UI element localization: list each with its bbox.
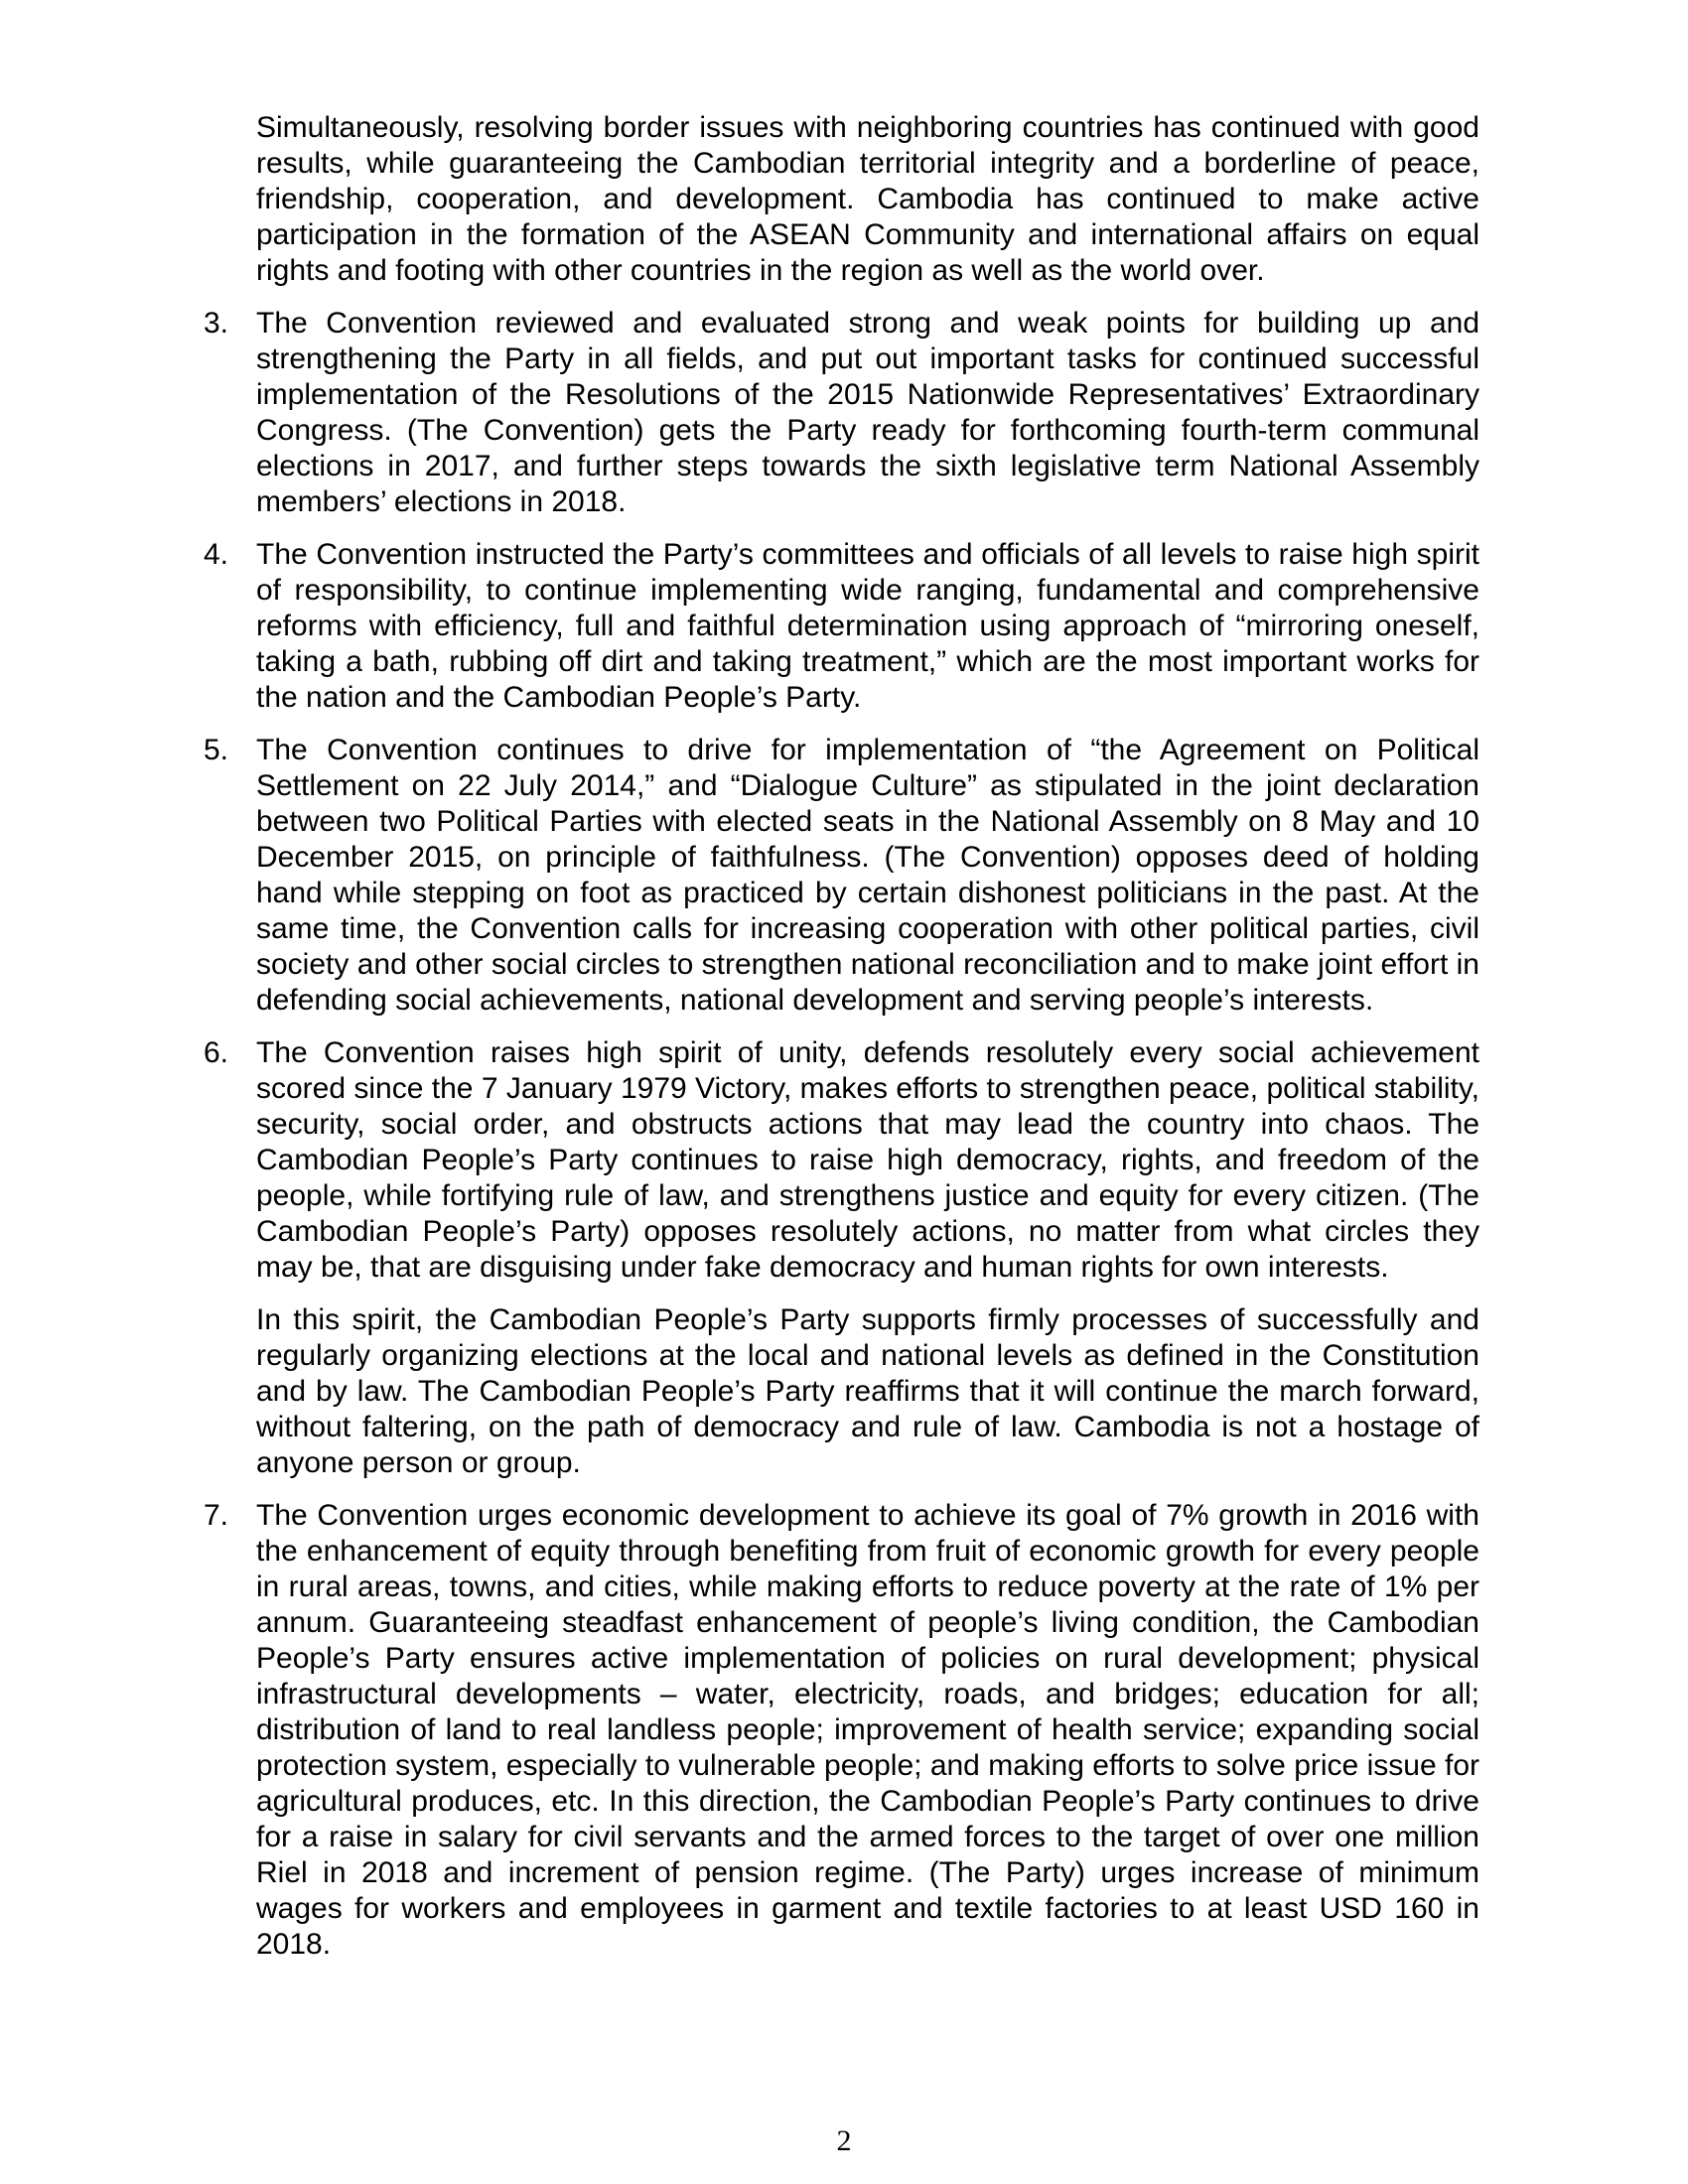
- item-text: The Convention urges economic development to achieve its goal of 7% growth in 2016 with the enhancement of equity through benefiting from fruit of economic growth for every people in rural areas, towns, and cities, while making efforts to reduce poverty at the rate of 1% per annum. Guaranteeing steadfast enhancement of people’s living condition, the Cambodian People’s Party ensures active implementation of policies on rural development; physical infrastructural developments – water, electricity, roads, and bridges; education for all; distribution of land to real landless people; improvement of health service; expanding social protection system, especially to vulnerable people; and making efforts to solve price issue for agricultural produces, etc. In this direction, the Cambodian People’s Party continues to drive for a raise in salary for civil servants and the armed forces to the target of over one million Riel in 2018 and increment of pension regime. (The Party) urges increase of minimum wages for workers and employees in garment and textile factories to at least USD 160 in 2018.: [256, 1499, 1479, 1961]
- list-item-6: [204, 1035, 1479, 1481]
- list-item-7: [204, 1498, 1479, 1963]
- item-number: 5.: [204, 734, 229, 766]
- item-number: 3.: [204, 307, 229, 340]
- item-text: The Convention raises high spirit of unity, defends resolutely every social achievement scored since the 7 January 1979 Victory, makes efforts to strengthen peace, political stability, security, social order, and obstructs actions that may lead the country into chaos. The Cambodian People’s Party continues to raise high democracy, rights, and freedom of the people, while fortifying rule of law, and strengthens justice and equity for every citizen. (The Cambodian People’s Party) opposes resolutely actions, no matter from what circles they may be, that are disguising under fake democracy and human rights for own interests.: [256, 1036, 1479, 1284]
- item-text: The Convention instructed the Party’s committees and officials of all levels to raise high spirit of responsibility, to continue implementing wide ranging, fundamental and comprehensive reforms with efficiency, full and faithful determination using approach of “mirroring oneself, taking a bath, rubbing off dirt and taking treatment,” which are the most important works for the nation and the Cambodian People’s Party.: [256, 538, 1479, 714]
- list-item-4: [204, 537, 1479, 716]
- item-text: The Convention reviewed and evaluated strong and weak points for building up and strengthening the Party in all fields, and put out important tasks for continued successful implementation of the Resolutions of the 2015 Nationwide Representatives’ Extraordinary Congress. (The Convention) gets the Party ready for forthcoming fourth-term communal elections in 2017, and further steps towards the sixth legislative term National Assembly members’ elections in 2018.: [256, 307, 1479, 518]
- item-number: 6.: [204, 1036, 229, 1069]
- item-number: 7.: [204, 1499, 229, 1532]
- page-number: 2: [836, 2124, 852, 2157]
- intro-paragraph: Simultaneously, resolving border issues with neighboring countries has continued with good results, while guaranteeing the Cambodian territorial integrity and a borderline of peace, friendship, cooperation, and development. Cambodia has continued to make active participation in the formation of the ASEAN Community and international affairs on equal rights and footing with other countries in the region as well as the world over.: [256, 111, 1479, 287]
- resolution-list: [204, 306, 1479, 1963]
- item-text: The Convention continues to drive for implementation of “the Agreement on Political Settlement on 22 July 2014,” and “Dialogue Culture” as stipulated in the joint declaration between two Political Parties with elected seats in the National Assembly on 8 May and 10 December 2015, on principle of faithfulness. (The Convention) opposes deed of holding hand while stepping on foot as practiced by certain dishonest politicians in the past. At the same time, the Convention calls for increasing cooperation with other political parties, civil society and other social circles to strengthen national reconciliation and to make joint effort in defending social achievements, national development and serving people’s interests.: [256, 734, 1479, 1017]
- list-item-3: [204, 306, 1479, 520]
- item-number: 4.: [204, 538, 229, 571]
- page-body: [204, 110, 1479, 1979]
- item-continuation-paragraph: In this spirit, the Cambodian People’s Party supports firmly processes of successfully and regularly organizing elections at the local and national levels as defined in the Constitution and by law. The Cambodian People’s Party reaffirms that it will continue the march forward, without faltering, on the path of democracy and rule of law. Cambodia is not a hostage of anyone person or group.: [256, 1303, 1479, 1479]
- list-item-5: [204, 733, 1479, 1019]
